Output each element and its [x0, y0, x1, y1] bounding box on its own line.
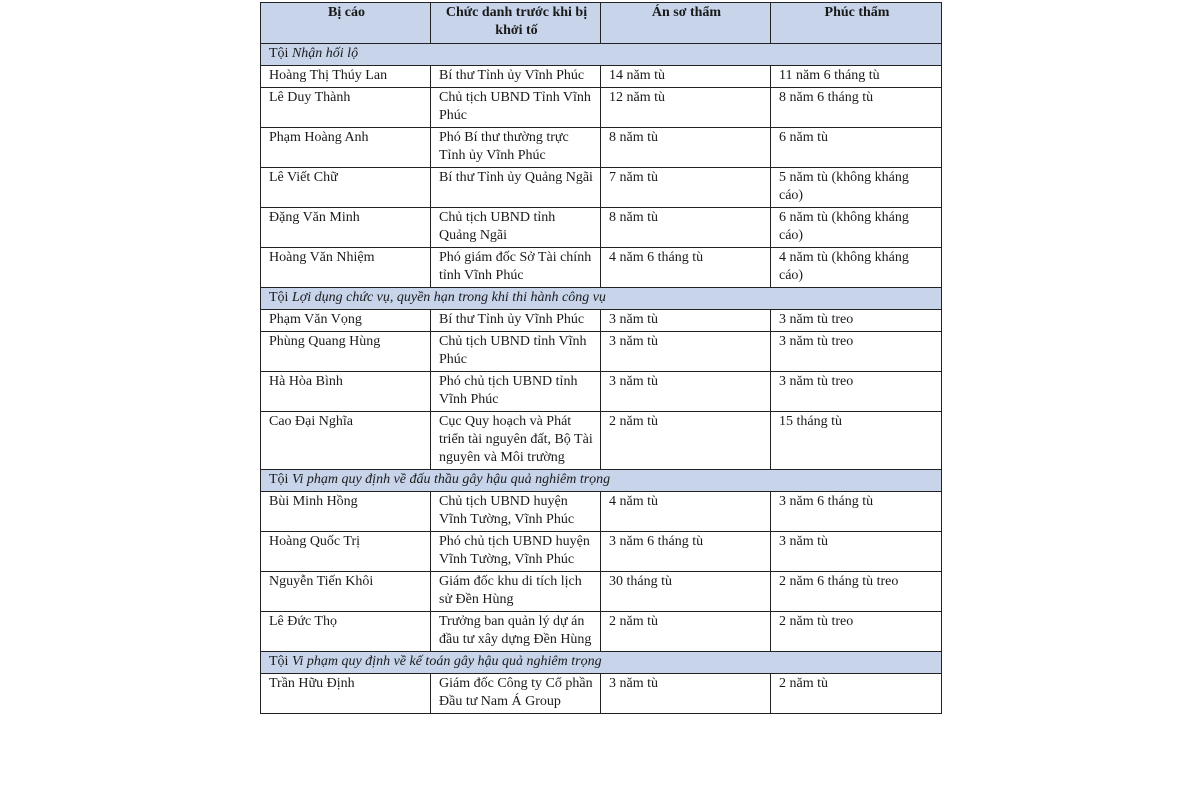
position-cell: Chủ tịch UBND tỉnh Vĩnh Phúc [431, 332, 601, 372]
first-instance-cell: 3 năm 6 tháng tù [601, 532, 771, 572]
appeal-cell: 6 năm tù [771, 128, 942, 168]
position-cell: Chủ tịch UBND Tỉnh Vĩnh Phúc [431, 88, 601, 128]
appeal-cell: 5 năm tù (không kháng cáo) [771, 168, 942, 208]
verdict-table [260, 2, 942, 714]
table-row [261, 208, 942, 248]
appeal-cell: 3 năm tù treo [771, 310, 942, 332]
position-cell: Giám đốc khu di tích lịch sử Đền Hùng [431, 572, 601, 612]
first-instance-cell: 3 năm tù [601, 674, 771, 714]
defendant-cell: Cao Đại Nghĩa [261, 412, 431, 470]
position-cell: Bí thư Tỉnh ủy Vĩnh Phúc [431, 310, 601, 332]
appeal-cell: 3 năm tù treo [771, 372, 942, 412]
table-row [261, 532, 942, 572]
first-instance-cell: 8 năm tù [601, 128, 771, 168]
position-cell: Phó Bí thư thường trực Tỉnh ủy Vĩnh Phúc [431, 128, 601, 168]
defendant-cell: Đặng Văn Minh [261, 208, 431, 248]
defendant-cell: Trần Hữu Định [261, 674, 431, 714]
table-row [261, 332, 942, 372]
table-row [261, 412, 942, 470]
defendant-cell: Hoàng Quốc Trị [261, 532, 431, 572]
first-instance-cell: 8 năm tù [601, 208, 771, 248]
table-row [261, 128, 942, 168]
defendant-cell: Phùng Quang Hùng [261, 332, 431, 372]
position-cell: Cục Quy hoạch và Phát triển tài nguyên đất, Bộ Tài nguyên và Môi trường [431, 412, 601, 470]
defendant-cell: Lê Duy Thành [261, 88, 431, 128]
position-cell: Bí thư Tỉnh ủy Quảng Ngãi [431, 168, 601, 208]
appeal-cell: 2 năm tù [771, 674, 942, 714]
section-crime-name: Lợi dụng chức vụ, quyền hạn trong khi thi hành công vụ [291, 290, 606, 305]
defendant-cell: Lê Đức Thọ [261, 612, 431, 652]
first-instance-cell: 3 năm tù [601, 310, 771, 332]
defendant-cell: Nguyễn Tiến Khôi [261, 572, 431, 612]
position-cell: Bí thư Tỉnh ủy Vĩnh Phúc [431, 66, 601, 88]
position-cell: Phó giám đốc Sở Tài chính tỉnh Vĩnh Phúc [431, 248, 601, 288]
defendant-cell: Hoàng Thị Thúy Lan [261, 66, 431, 88]
section-prefix: Tội [269, 290, 289, 305]
column-header-defendant: Bị cáo [261, 3, 431, 44]
position-cell: Trưởng ban quản lý dự án đầu tư xây dựng Đền Hùng [431, 612, 601, 652]
first-instance-cell: 12 năm tù [601, 88, 771, 128]
section-prefix: Tội [269, 654, 289, 669]
table-row [261, 88, 942, 128]
section-title [261, 652, 942, 674]
table-row [261, 248, 942, 288]
section-title [261, 44, 942, 66]
appeal-cell: 2 năm tù treo [771, 612, 942, 652]
first-instance-cell: 14 năm tù [601, 66, 771, 88]
first-instance-cell: 4 năm 6 tháng tù [601, 248, 771, 288]
first-instance-cell: 2 năm tù [601, 612, 771, 652]
section-title [261, 288, 942, 310]
defendant-cell: Lê Viết Chữ [261, 168, 431, 208]
appeal-cell: 6 năm tù (không kháng cáo) [771, 208, 942, 248]
first-instance-cell: 2 năm tù [601, 412, 771, 470]
appeal-cell: 3 năm 6 tháng tù [771, 492, 942, 532]
first-instance-cell: 30 tháng tù [601, 572, 771, 612]
appeal-cell: 2 năm 6 tháng tù treo [771, 572, 942, 612]
table-row [261, 372, 942, 412]
table-row [261, 572, 942, 612]
table-row [261, 168, 942, 208]
table-row [261, 492, 942, 532]
section-header-row [261, 44, 942, 66]
position-cell: Giám đốc Công ty Cổ phần Đầu tư Nam Á Group [431, 674, 601, 714]
section-crime-name: Vi phạm quy định về đấu thầu gây hậu quả nghiêm trọng [291, 472, 611, 487]
appeal-cell: 8 năm 6 tháng tù [771, 88, 942, 128]
appeal-cell: 4 năm tù (không kháng cáo) [771, 248, 942, 288]
table-header-row [261, 3, 942, 44]
appeal-cell: 3 năm tù [771, 532, 942, 572]
appeal-cell: 15 tháng tù [771, 412, 942, 470]
appeal-cell: 3 năm tù treo [771, 332, 942, 372]
column-header-appeal: Phúc thẩm [771, 3, 942, 44]
table-row [261, 674, 942, 714]
position-cell: Phó chủ tịch UBND tỉnh Vĩnh Phúc [431, 372, 601, 412]
appeal-cell: 11 năm 6 tháng tù [771, 66, 942, 88]
defendant-cell: Phạm Văn Vọng [261, 310, 431, 332]
defendant-cell: Hà Hòa Bình [261, 372, 431, 412]
position-cell: Chủ tịch UBND tỉnh Quảng Ngãi [431, 208, 601, 248]
section-header-row [261, 470, 942, 492]
section-prefix: Tội [269, 46, 289, 61]
section-prefix: Tội [269, 472, 289, 487]
section-title [261, 470, 942, 492]
table-row [261, 310, 942, 332]
first-instance-cell: 3 năm tù [601, 332, 771, 372]
position-cell: Phó chủ tịch UBND huyện Vĩnh Tường, Vĩnh Phúc [431, 532, 601, 572]
defendant-cell: Hoàng Văn Nhiệm [261, 248, 431, 288]
section-header-row [261, 652, 942, 674]
first-instance-cell: 7 năm tù [601, 168, 771, 208]
section-crime-name: Vi phạm quy định về kế toán gây hậu quả nghiêm trọng [291, 654, 602, 669]
first-instance-cell: 4 năm tù [601, 492, 771, 532]
position-cell: Chủ tịch UBND huyện Vĩnh Tường, Vĩnh Phúc [431, 492, 601, 532]
section-header-row [261, 288, 942, 310]
first-instance-cell: 3 năm tù [601, 372, 771, 412]
column-header-position: Chức danh trước khi bị khởi tố [431, 3, 601, 44]
section-crime-name: Nhận hối lộ [291, 46, 359, 61]
table-row [261, 66, 942, 88]
table-body [261, 44, 942, 714]
table-row [261, 612, 942, 652]
column-header-first-instance: Án sơ thẩm [601, 3, 771, 44]
defendant-cell: Phạm Hoàng Anh [261, 128, 431, 168]
defendant-cell: Bùi Minh Hồng [261, 492, 431, 532]
